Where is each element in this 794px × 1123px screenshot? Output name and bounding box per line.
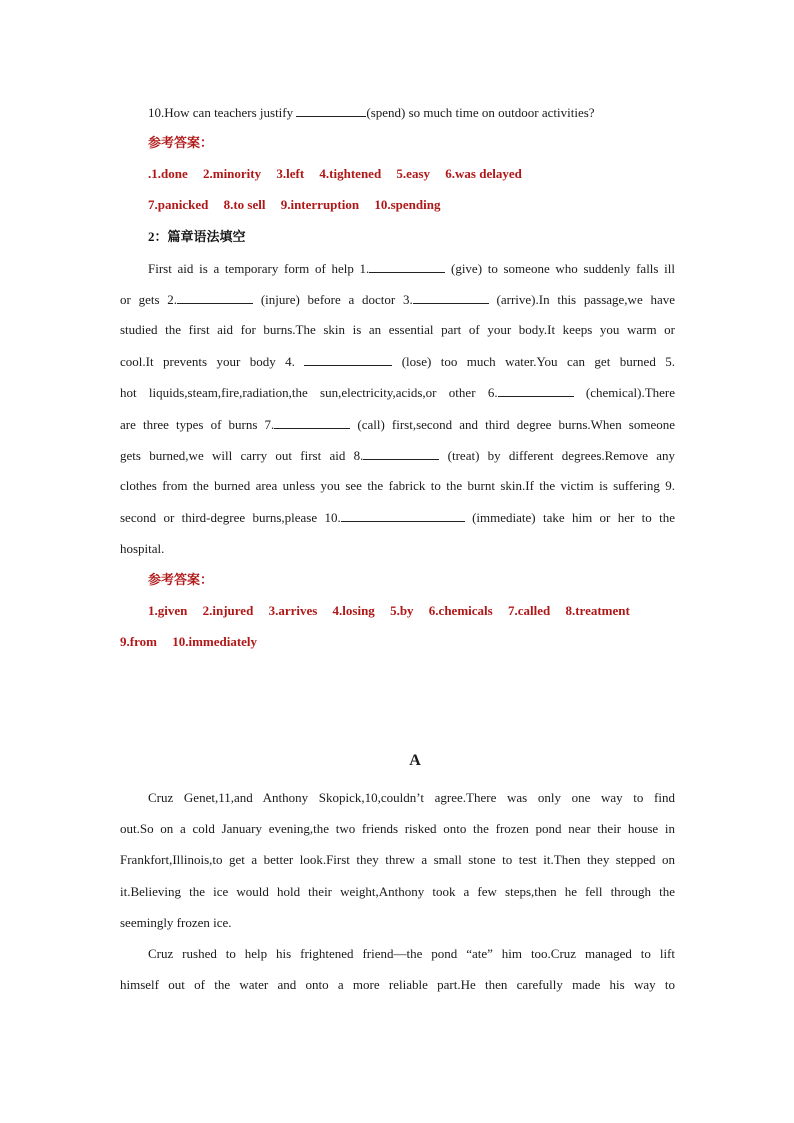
section-heading: 2：篇章语法填空 (148, 229, 246, 244)
answer-blank[interactable] (177, 290, 253, 304)
q10-suffix: (spend) so much time on outdoor activities? (366, 105, 595, 120)
answer-item: 4.tightened (319, 166, 382, 181)
answer-item: 7.called (507, 603, 551, 618)
q10-prefix: 10.How can teachers justify (148, 105, 294, 120)
passage-text: are three types of burns 7. (120, 417, 275, 432)
answer-item: 3.left (276, 166, 305, 181)
passage-line (120, 290, 675, 309)
reading-line: it.Believing the ice would hold their weight,Anthony took a few steps,then he fell through the (120, 884, 675, 899)
answers-line-1 (148, 602, 675, 620)
answers-line-2 (148, 196, 675, 214)
passage-text: (arrive).In this passage,we have (496, 292, 676, 307)
answer-item: 8.to sell (223, 197, 266, 212)
answer-blank[interactable] (296, 103, 366, 117)
passage-line: clothes from the burned area unless you see the fabrick to the burnt skin.If the victim is suffering 9. (120, 478, 675, 493)
answer-blank[interactable] (363, 446, 439, 460)
passage-line (120, 352, 675, 371)
answer-item: 10.immediately (172, 634, 258, 649)
answer-item: 7.panicked (148, 197, 209, 212)
reading-line: Cruz Genet,11,and Anthony Skopick,10,couldn’t agree.There was only one way to find (148, 790, 675, 805)
passage-text: (lose) too much water.You can get burned 5. (401, 354, 675, 369)
answers-line-2 (120, 633, 675, 651)
answer-item: 8.treatment (565, 603, 630, 618)
answer-blank[interactable] (341, 508, 465, 522)
answer-item: 9.interruption (280, 197, 360, 212)
answer-item: 10.spending (374, 197, 441, 212)
passage-text: (give) to someone who suddenly falls ill (450, 261, 675, 276)
passage-text: gets burned,we will carry out first aid 8. (120, 448, 364, 463)
passage-text: or gets 2. (120, 292, 178, 307)
answer-blank[interactable] (369, 259, 445, 273)
passage-text: (chemical).There (585, 385, 676, 400)
passage-text: (immediate) take him or her to the (472, 510, 675, 525)
question-10 (148, 103, 675, 122)
passage-line: hospital. (120, 541, 165, 556)
answer-item: 3.arrives (268, 603, 318, 618)
reading-line: Frankfort,Illinois,to get a better look.First they threw a small stone to test it.Then they stepped on (120, 852, 675, 867)
reading-line: himself out of the water and onto a more reliable part.He then carefully made his way to (120, 977, 675, 992)
answer-item: 4.losing (332, 603, 375, 618)
passage-line (148, 259, 675, 278)
passage-line (120, 415, 675, 434)
answer-blank[interactable] (498, 383, 574, 397)
passage-text: (injure) before a doctor 3. (260, 292, 413, 307)
passage-text: cool.It prevents your body 4. (120, 354, 295, 369)
answer-blank[interactable] (413, 290, 489, 304)
passage-text: hot liquids,steam,fire,radiation,the sun,electricity,acids,or other 6. (120, 385, 498, 400)
answer-label: 参考答案： (148, 135, 214, 150)
answer-item: 5.by (390, 603, 414, 618)
passage-line (120, 446, 675, 465)
reading-title: A (409, 752, 421, 769)
passage-text: (call) first,second and third degree burns.When someone (357, 417, 676, 432)
answer-blank[interactable] (274, 415, 350, 429)
answer-item: 5.easy (396, 166, 431, 181)
answer-item: 6.chemicals (428, 603, 493, 618)
answers-line-1 (148, 165, 675, 183)
reading-line: Cruz rushed to help his frightened friend—the pond “ate” him too.Cruz managed to lift (148, 946, 675, 961)
passage-text: (treat) by different degrees.Remove any (447, 448, 676, 463)
answer-item: 9.from (120, 634, 157, 649)
passage-text: First aid is a temporary form of help 1. (148, 261, 370, 276)
passage-text: second or third-degree burns,please 10. (120, 510, 341, 525)
answer-item: 1.given (148, 603, 188, 618)
answer-item: 6.was delayed (445, 166, 522, 181)
answer-item: .1.done (148, 166, 188, 181)
passage-line (120, 383, 675, 402)
answer-item: 2.injured (202, 603, 254, 618)
answer-blank[interactable] (304, 352, 392, 366)
answer-label: 参考答案： (148, 572, 214, 587)
reading-line: out.So on a cold January evening,the two friends risked onto the frozen pond near their house in (120, 821, 675, 836)
passage-line (120, 508, 675, 527)
passage-line: studied the first aid for burns.The skin is an essential part of your body.It keeps you warm or (120, 322, 675, 337)
answer-item: 2.minority (202, 166, 262, 181)
reading-line: seemingly frozen ice. (120, 915, 232, 930)
